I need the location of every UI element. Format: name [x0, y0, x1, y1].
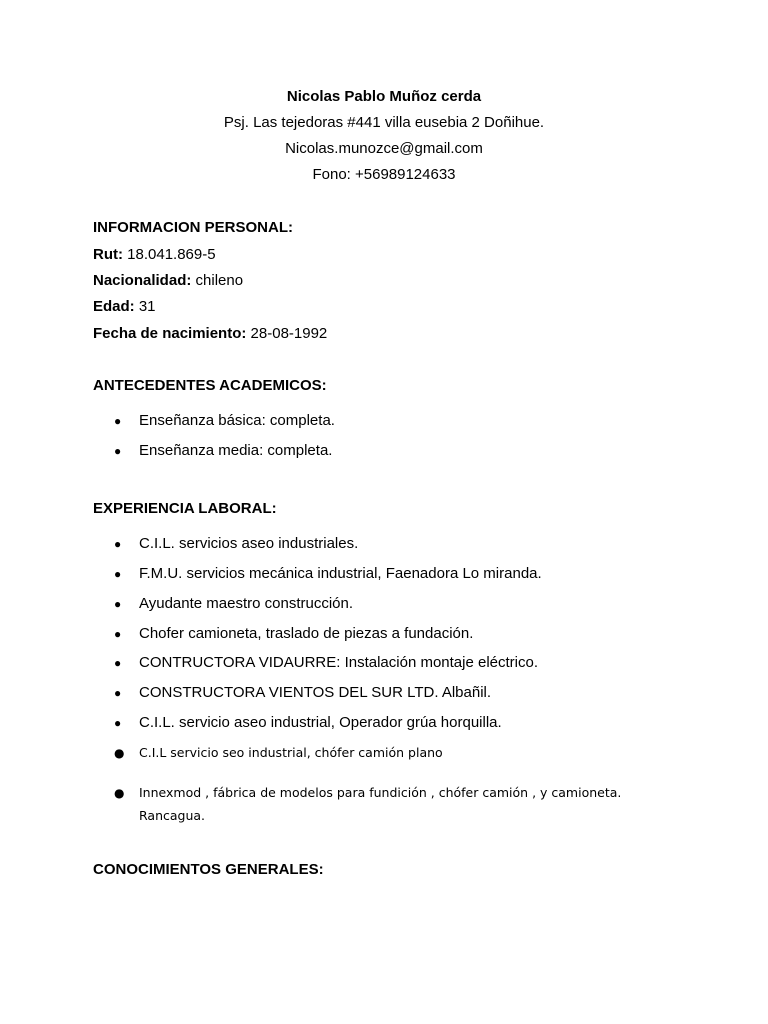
- field-fecha-nacimiento: [93, 325, 327, 342]
- bullet-icon: ●: [114, 567, 122, 581]
- candidate-name: Nicolas Pablo Muñoz cerda: [286, 88, 482, 105]
- section-heading-experience: EXPERIENCIA LABORAL:: [93, 500, 277, 517]
- bullet-icon: ●: [114, 444, 122, 458]
- field-value: 31: [138, 298, 156, 315]
- field-label: Nacionalidad:: [93, 272, 192, 289]
- field-value: 18.041.869-5: [127, 246, 216, 263]
- email: Nicolas.munozce@gmail.com: [285, 140, 483, 157]
- bullet-icon: ●: [114, 786, 125, 800]
- section-heading-academic: ANTECEDENTES ACADEMICOS:: [93, 377, 327, 394]
- bullet-icon: ●: [114, 656, 122, 670]
- bullet-icon: ●: [114, 746, 125, 760]
- field-label: Rut:: [93, 246, 123, 263]
- field-rut: [93, 246, 216, 263]
- field-nacionalidad: [93, 272, 243, 289]
- field-label: Edad:: [93, 298, 135, 315]
- field-label: Fecha de nacimiento:: [93, 325, 247, 342]
- phone: Fono: +56989124633: [312, 166, 456, 183]
- field-edad: [93, 298, 156, 315]
- field-value: chileno: [195, 272, 244, 289]
- bullet-icon: ●: [114, 686, 122, 700]
- resume-page: Nicolas Pablo Muñoz cerda Psj. Las tejedoras #441 villa eusebia 2 Doñihue. Nicolas.munozce@gmail.com Fono: +56989124633 INFORMACION PERSONAL: Rut: 18.041.869-5 Nacionalidad: chileno Edad: 31 Fecha de nacimiento: 28-08-1992 ANTECEDENTES ACADEMICOS: ● Enseñanza básica: completa. ● Enseñanza media: completa. EXPERIENCIA LABORAL: ● C.I.L. servicios aseo industriales. ● F.M.U. servicios mecánica industrial, Faenadora Lo miranda. ● Ayudante maestro construcción. ● Chofer camioneta, traslado de piezas a fundación. ● CONTRUCTORA VIDAURRE: Instalación montaje eléctrico. ● CONSTRUCTORA VIENTOS DEL SUR LTD. Albañil. ● C.I.L. servicio aseo industrial, Operador grúa horquilla. ● C.I.L servicio seo industrial, chófer camión plano ● Innexmod , fábrica de modelos para fundición , chófer camión , y camioneta. Rancagua. CONOCIMIENTOS GENERALES:: [0, 0, 768, 1024]
- section-heading-general: CONOCIMIENTOS GENERALES:: [93, 861, 324, 878]
- bullet-icon: ●: [114, 537, 122, 551]
- bullet-icon: ●: [114, 597, 122, 611]
- bullet-icon: ●: [114, 716, 122, 730]
- bullet-icon: ●: [114, 414, 122, 428]
- address: Psj. Las tejedoras #441 villa eusebia 2 Doñihue.: [223, 114, 545, 131]
- field-value: 28-08-1992: [250, 325, 328, 342]
- bullet-icon: ●: [114, 627, 122, 641]
- section-heading-personal: INFORMACION PERSONAL:: [93, 219, 293, 236]
